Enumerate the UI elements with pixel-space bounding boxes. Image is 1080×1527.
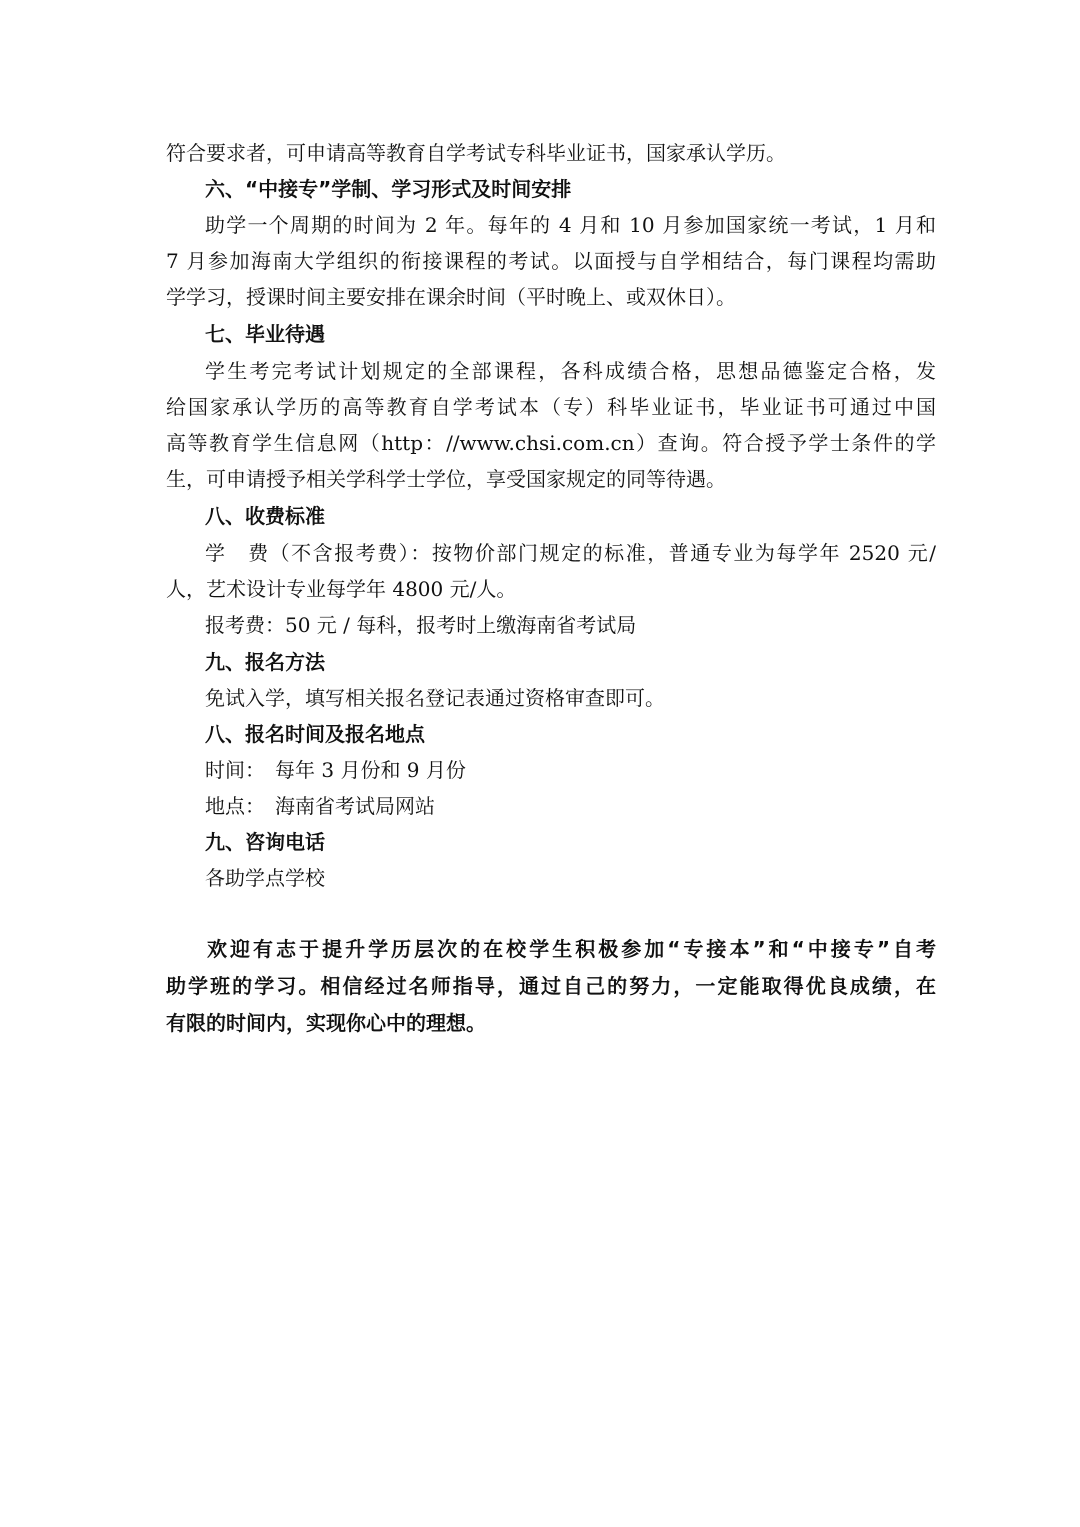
paragraph-line: 时间： 每年 3 月份和 9 月份 xyxy=(205,758,466,782)
paragraph-line: 地点： 海南省考试局网站 xyxy=(205,794,435,818)
paragraph-line: 生，可申请授予相关学科学士学位，享受国家规定的同等待遇。 xyxy=(166,467,726,491)
paragraph-line: 学 费（不含报考费）：按物价部门规定的标准，普通专业为每学年 2520 元/ xyxy=(205,541,936,565)
paragraph-line: 高等教育学生信息网（http：//www.chsi.com.cn）查询。符合授予学士条件的学 xyxy=(166,431,936,455)
section-heading-10: 八、报名时间及报名地点 xyxy=(205,722,425,746)
section-heading-7: 七、毕业待遇 xyxy=(205,322,325,346)
closing-line: 欢迎有志于提升学历层次的在校学生积极参加“专接本”和“中接专”自考 xyxy=(207,937,936,961)
paragraph-line: 7 月参加海南大学组织的衔接课程的考试。以面授与自学相结合，每门课程均需助 xyxy=(166,249,936,273)
paragraph-line: 免试入学，填写相关报名登记表通过资格审查即可。 xyxy=(205,686,665,710)
closing-line: 助学班的学习。相信经过名师指导，通过自己的努力，一定能取得优良成绩，在 xyxy=(166,974,936,998)
section-heading-11: 九、咨询电话 xyxy=(205,830,325,854)
paragraph-line: 报考费：50 元 / 每科，报考时上缴海南省考试局 xyxy=(205,613,637,637)
section-heading-9: 九、报名方法 xyxy=(205,650,325,674)
paragraph-line: 符合要求者，可申请高等教育自学考试专科毕业证书，国家承认学历。 xyxy=(166,141,786,165)
closing-line: 有限的时间内，实现你心中的理想。 xyxy=(166,1011,486,1035)
paragraph-line: 各助学点学校 xyxy=(205,866,325,890)
section-heading-8: 八、收费标准 xyxy=(205,504,325,528)
paragraph-line: 助学一个周期的时间为 2 年。每年的 4 月和 10 月参加国家统一考试，1 月和 xyxy=(205,213,936,237)
paragraph-line: 学学习，授课时间主要安排在课余时间（平时晚上、或双休日）。 xyxy=(166,285,736,309)
paragraph-line: 学生考完考试计划规定的全部课程，各科成绩合格，思想品德鉴定合格，发 xyxy=(205,359,936,383)
paragraph-line: 人，艺术设计专业每学年 4800 元/人。 xyxy=(166,577,517,601)
paragraph-line: 给国家承认学历的高等教育自学考试本（专）科毕业证书，毕业证书可通过中国 xyxy=(166,395,936,419)
section-heading-6: 六、“中接专”学制、学习形式及时间安排 xyxy=(205,177,572,201)
